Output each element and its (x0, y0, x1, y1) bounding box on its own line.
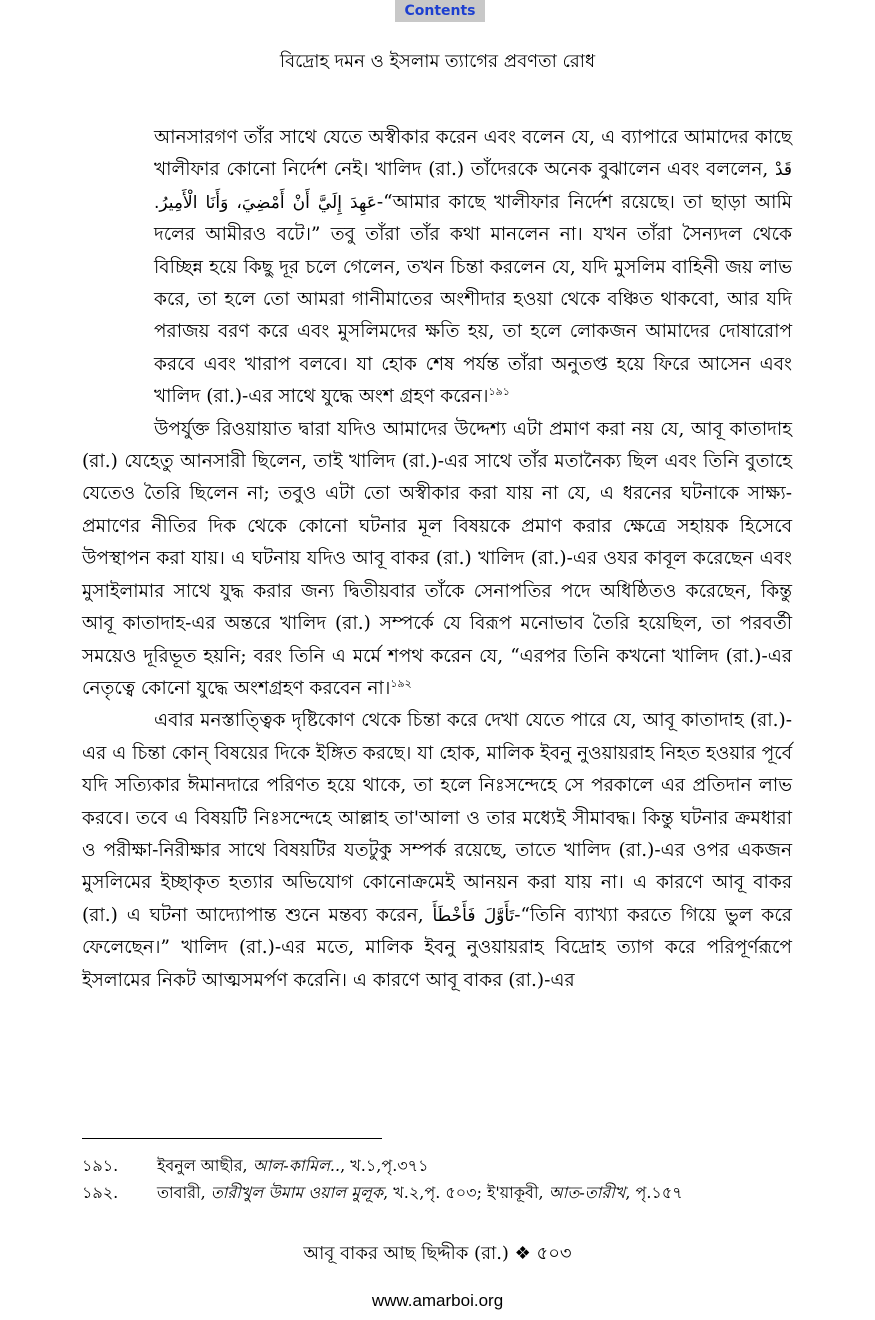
body-text (82, 122, 792, 997)
site-url-link[interactable]: www.amarboi.org (371, 1291, 504, 1310)
contents-button[interactable]: Contents (395, 0, 485, 22)
arabic-quote-2: تَأَوَّلَ فَأَخْطَأَ (432, 905, 515, 926)
footnote-ref-192[interactable]: ১৯২ (390, 676, 412, 690)
paragraph-2 (82, 414, 792, 706)
paragraph-1-text-a: আনসারগণ তাঁর সাথে যেতে অস্বীকার করেন এবং বলেন যে, এ ব্যাপারে আমাদের কাছে খালীফার কোনো নির্দেশ নেই। খালিদ (রা.) তাঁদেরকে অনেক বুঝালেন এবং বললেন, (154, 127, 792, 181)
running-head: বিদ্রোহ দমন ও ইসলাম ত্যাগের প্রবণতা রোধ (279, 51, 596, 72)
footnote-number: ১৯২. (82, 1183, 119, 1202)
paragraph-3-text-b: -“তিনি ব্যাখ্যা করতে গিয়ে ভুল করে ফেলেছেন।” খালিদ (রা.)-এর মতে, মালিক ইবনু নুওয়ায়রাহ বিদ্রোহ ত্যাগ করে পরিপূর্ণরূপে ইসলামের নিকট আত্মসমর্পণ করেনি। এ কারণে আবূ বাকর (রা.)-এর (82, 904, 792, 991)
footnote-text: ইবনুল আছীর, আল-কামিল.., খ.১,পৃ.৩৭১ (157, 1156, 429, 1175)
footnote-191 (82, 1152, 792, 1179)
paragraph-1-text-b: -“আমার কাছে খালীফার নির্দেশ রয়েছে। তা ছাড়া আমি দলের আমীরও বটে।” তবু তাঁরা তাঁর কথা মানলেন না। যখন তাঁরা সৈন্যদল থেকে বিচ্ছিন্ন হয়ে কিছু দূর চলে গেলেন, তখন চিন্তা করলেন যে, যদি মুসলিম বাহিনী জয় লাভ করে, তা হলে তো আমরা গানীমাতের অংশীদার হওয়া থেকে বঞ্চিত থাকবো, আর যদি পরাজয় বরণ করে এবং মুসলিমদের ক্ষতি হয়, তা হলে লোকজন আমাদের দোষারোপ করবে এবং খারাপ বলবে। যা হোক শেষ পর্যন্ত তাঁরা অনুতপ্ত হয়ে ফিরে আসেন এবং খালিদ (রা.)-এর সাথে যুদ্ধে অংশ গ্রহণ করেন। (154, 191, 793, 408)
arabic-quote-1: قَدْ عَهِدَ إِلَيَّ أَنْ أَمْضِيَ، وَأَنَا الْأَمِيرُ. (154, 160, 792, 213)
footnotes (82, 1152, 792, 1206)
footnote-192 (82, 1179, 792, 1206)
paragraph-3 (82, 705, 792, 997)
page-footer: আবূ বাকর আছ ছিদ্দীক (রা.) ❖ ৫০৩ (303, 1243, 572, 1264)
paragraph-2-text: উপর্যুক্ত রিওয়ায়াত দ্বারা যদিও আমাদের উদ্দেশ্য এটা প্রমাণ করা নয় যে, আবূ কাতাদাহ (রা.) যেহেতু আনসারী ছিলেন, তাই খালিদ (রা.)-এর সাথে তাঁর মতানৈক্য ছিল এবং তিনি বুতাহে যেতেও তৈরি ছিলেন না; তবুও এটা তো অস্বীকার করা যায় না যে, এ ধরনের ঘটনাকে সাক্ষ্য-প্রমাণের নীতির দিক থেকে কোনো ঘটনার মূল বিষয়কে প্রমাণ করার ক্ষেত্রে সহায়ক হিসেবে উপস্থাপন করা যায়। এ ঘটনায় যদিও আবূ বাকর (রা.) খালিদ (রা.)-এর ওযর কাবূল করেছেন এবং মুসাইলামার সাথে যুদ্ধ করার জন্য দ্বিতীয়বার তাঁকে সেনাপতির পদে অধিষ্ঠিতও করেছেন, কিন্তু আবূ কাতাদাহ-এর অন্তরে খালিদ (রা.) সম্পর্কে যে বিরূপ মনোভাব তৈরি হয়েছিল, তা পরবর্তী সময়েও দূরিভূত হয়নি; বরং তিনি এ মর্মে শপথ করেন যে, “এরপর তিনি কখনো খালিদ (রা.)-এর নেতৃত্বে কোনো যুদ্ধে অংশগ্রহণ করবেন না। (82, 418, 792, 699)
paragraph-1 (154, 122, 792, 414)
paragraph-3-text-a: এবার মনস্তাত্ত্বিক দৃষ্টিকোণ থেকে চিন্তা করে দেখা যেতে পারে যে, আবূ কাতাদাহ (রা.)-এর এ চিন্তা কোন্ বিষয়ের দিকে ইঙ্গিত করছে। যা হোক, মালিক ইবনু নুওয়ায়রাহ নিহত হওয়ার পূর্বে যদি সত্যিকার ঈমানদারে পরিণত হয়ে থাকে, তা হলে নিঃসন্দেহে সে পরকালে এর প্রতিদান লাভ করবে। তবে এ বিষয়টি নিঃসন্দেহে আল্লাহ তা'আলা ও তার মধ্যেই সীমাবদ্ধ। কিন্তু ঘটনার ক্রমধারা ও পরীক্ষা-নিরীক্ষার সাথে বিষয়টির যতটুকু সম্পর্ক রয়েছে, তাতে খালিদ (রা.)-এর ওপর একজন মুসলিমের ইচ্ছাকৃত হত্যার অভিযোগ কোনোক্রমেই আনয়ন করা যায় না। এ কারণে আবূ বাকর (রা.) এ ঘটনা আদ্যোপান্ত শুনে মন্তব্য করেন, (82, 710, 792, 926)
footnote-number: ১৯১. (82, 1156, 119, 1175)
footnote-text: তাবারী, তারীখুল উমাম ওয়াল মুলূক, খ.২,পৃ. ৫০৩; ই'য়াকূবী, আত-তারীখ, পৃ.১৫৭ (157, 1183, 683, 1202)
footnote-divider (82, 1138, 382, 1139)
footnote-ref-191[interactable]: ১৯১ (488, 385, 510, 399)
